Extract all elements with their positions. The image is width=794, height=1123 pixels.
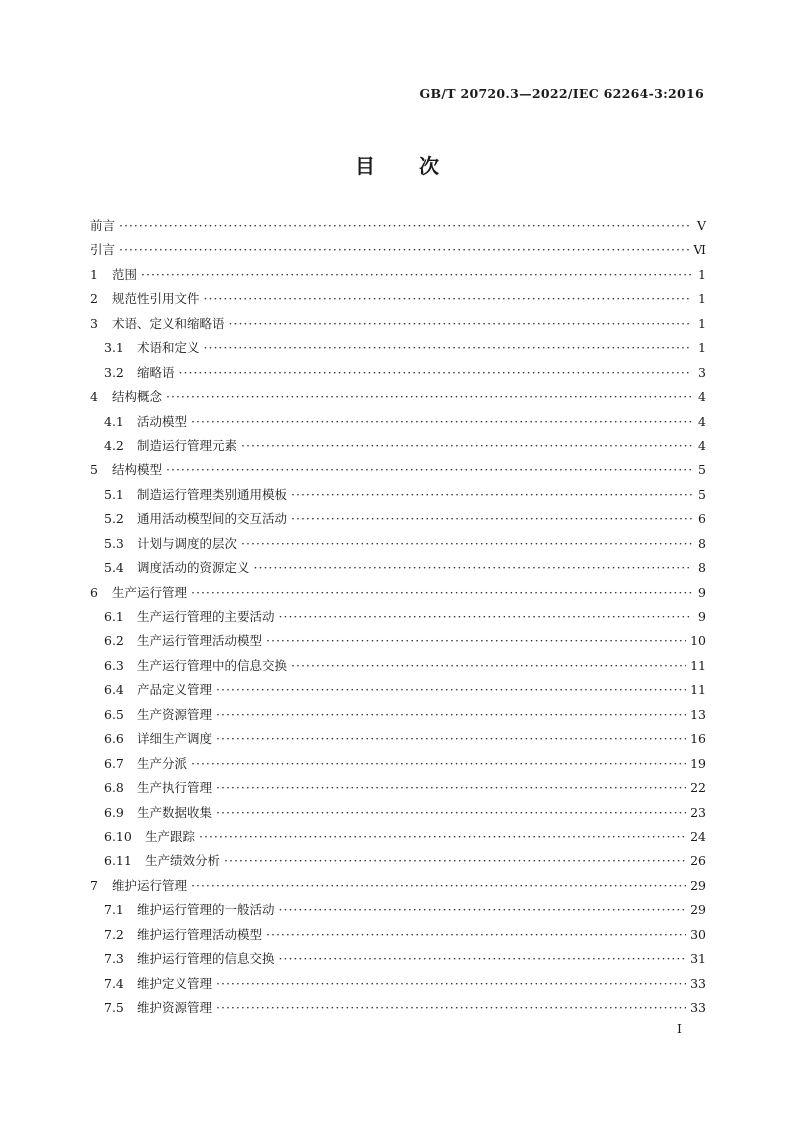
toc-entry-number: 7.5 (104, 1000, 124, 1015)
toc-entry-number: 3.1 (104, 340, 124, 356)
toc-entry[interactable] (90, 483, 706, 507)
toc-entry-page: 5 (698, 462, 706, 478)
toc-entry-label: 术语和定义 (137, 340, 200, 356)
toc-entry[interactable] (90, 361, 706, 385)
toc-entry-page: 19 (690, 755, 706, 771)
toc-entry-label: 生产资源管理 (137, 706, 213, 722)
toc-entry[interactable] (90, 654, 706, 678)
toc-entry-number: 7 (90, 877, 98, 893)
toc-entry-number: 3.2 (104, 364, 124, 380)
toc-entry-number: 6.6 (104, 731, 124, 747)
toc-entry[interactable] (90, 581, 706, 605)
toc-entry-page: 4 (698, 437, 706, 453)
toc-entry-page: Ⅴ (696, 218, 706, 233)
toc-entry-label: 引言 (90, 242, 116, 258)
toc-entry-page: 1 (698, 315, 706, 331)
toc-entry[interactable] (90, 923, 706, 947)
dot-leader (216, 972, 686, 996)
standard-number-header: GB/T 20720.3—2022/IEC 62264-3:2016 (419, 86, 704, 101)
dot-leader (224, 849, 686, 873)
toc-entry-number: 6.2 (104, 633, 124, 649)
dot-leader (216, 703, 686, 727)
toc-entry-page: 30 (690, 926, 706, 942)
toc-entry-number: 2 (90, 291, 98, 307)
toc-entry-label: 结构模型 (112, 462, 163, 478)
dot-leader (216, 727, 686, 751)
toc-entry-number: 4.1 (104, 413, 124, 429)
toc-entry-page: 29 (690, 877, 706, 893)
toc-entry[interactable] (90, 849, 706, 873)
toc-entry-number: 5.1 (104, 486, 124, 502)
toc-entry-page: 29 (690, 902, 706, 918)
toc-entry-label: 生产运行管理活动模型 (137, 633, 263, 649)
dot-leader (191, 874, 686, 898)
toc-entry[interactable] (90, 605, 706, 629)
toc-entry-label: 生产数据收集 (137, 804, 213, 820)
toc-entry-label: 结构概念 (112, 389, 163, 405)
toc-entry-page: 8 (698, 560, 706, 576)
dot-leader (279, 947, 687, 971)
dot-leader (291, 654, 686, 678)
dot-leader (191, 752, 686, 776)
toc-entry-label: 详细生产调度 (137, 731, 213, 747)
dot-leader (166, 385, 692, 409)
dot-leader (191, 410, 692, 434)
toc-entry[interactable] (90, 434, 706, 458)
toc-entry[interactable] (90, 238, 706, 262)
toc-entry[interactable] (90, 556, 706, 580)
dot-leader (266, 923, 686, 947)
toc-entry-number: 5.4 (104, 560, 124, 576)
toc-entry[interactable] (90, 996, 706, 1020)
toc-entry-label: 生产跟踪 (145, 828, 196, 844)
dot-leader (216, 801, 686, 825)
dot-leader (241, 532, 692, 556)
toc-entry[interactable] (90, 507, 706, 531)
toc-entry-page: 11 (690, 682, 706, 698)
toc-entry-page: 33 (690, 975, 706, 991)
toc-entry-label: 生产运行管理的主要活动 (137, 609, 275, 624)
toc-entry[interactable] (90, 898, 706, 922)
table-of-contents (90, 214, 706, 1020)
toc-entry-page: 8 (698, 535, 706, 551)
dot-leader (191, 581, 692, 605)
dot-leader (141, 263, 692, 287)
toc-entry[interactable] (90, 629, 706, 653)
toc-entry-label: 通用活动模型间的交互活动 (137, 511, 288, 527)
toc-entry-number: 5.3 (104, 535, 124, 551)
toc-entry-number: 7.2 (104, 926, 124, 942)
toc-entry-label: 生产执行管理 (137, 780, 213, 796)
toc-entry-label: 范围 (112, 266, 138, 282)
toc-entry-page: 16 (690, 731, 706, 747)
toc-entry-label: 术语、定义和缩略语 (112, 315, 225, 331)
toc-entry-page: 13 (690, 706, 706, 722)
toc-entry-page: 9 (698, 609, 706, 624)
toc-entry-number: 5 (90, 462, 98, 478)
dot-leader (216, 776, 686, 800)
toc-entry-label: 活动模型 (137, 413, 188, 429)
toc-entry[interactable] (90, 972, 706, 996)
dot-leader (204, 336, 692, 360)
toc-entry-page: 10 (690, 633, 706, 649)
dot-leader (279, 605, 692, 629)
toc-entry-number: 6.4 (104, 682, 124, 698)
dot-leader (229, 312, 692, 336)
toc-entry-label: 生产运行管理中的信息交换 (137, 657, 288, 673)
toc-entry-number: 6.9 (104, 804, 124, 820)
toc-entry[interactable] (90, 874, 706, 898)
toc-entry[interactable] (90, 385, 706, 409)
toc-entry-page: Ⅵ (693, 242, 706, 258)
toc-entry-page: 24 (690, 828, 706, 844)
toc-entry-label: 计划与调度的层次 (137, 535, 238, 551)
dot-leader (204, 287, 692, 311)
toc-entry-page: 5 (698, 486, 706, 502)
toc-entry[interactable] (90, 410, 706, 434)
toc-entry-page: 1 (698, 291, 706, 307)
toc-entry-number: 7.3 (104, 951, 124, 967)
toc-entry-number: 6.8 (104, 780, 124, 796)
toc-entry[interactable] (90, 703, 706, 727)
dot-leader (216, 996, 686, 1020)
dot-leader (254, 556, 692, 580)
toc-entry-number: 5.2 (104, 511, 124, 527)
dot-leader (291, 483, 692, 507)
toc-entry-number: 6.3 (104, 657, 124, 673)
toc-entry-label: 维护运行管理的信息交换 (137, 951, 275, 967)
dot-leader (266, 629, 686, 653)
dot-leader (291, 507, 692, 531)
toc-entry-label: 产品定义管理 (137, 682, 213, 698)
toc-entry-label: 制造运行管理类别通用模板 (137, 486, 288, 502)
dot-leader (241, 434, 692, 458)
title-char-2: 次 (419, 154, 439, 178)
toc-entry[interactable] (90, 336, 706, 360)
toc-entry-page: 11 (690, 657, 706, 673)
toc-entry-page: 1 (698, 340, 706, 356)
toc-entry-label: 规范性引用文件 (112, 291, 200, 307)
toc-entry-label: 前言 (90, 218, 116, 233)
toc-entry-number: 6 (90, 584, 98, 600)
dot-leader (279, 898, 687, 922)
toc-entry-page: 4 (698, 389, 706, 405)
toc-entry[interactable] (90, 263, 706, 287)
toc-entry[interactable] (90, 532, 706, 556)
dot-leader (216, 678, 686, 702)
toc-entry-label: 维护运行管理 (112, 877, 188, 893)
toc-entry-label: 生产绩效分析 (145, 853, 221, 869)
toc-entry-page: 33 (690, 1000, 706, 1015)
toc-entry-page: 3 (698, 364, 706, 380)
toc-entry-number: 6.10 (104, 828, 132, 844)
toc-entry-number: 4 (90, 389, 98, 405)
toc-entry[interactable] (90, 312, 706, 336)
toc-entry-label: 生产分派 (137, 755, 188, 771)
toc-entry-page: 9 (698, 584, 706, 600)
page-number: I (677, 1021, 682, 1036)
toc-entry-page: 6 (698, 511, 706, 527)
toc-entry-label: 维护运行管理的一般活动 (137, 902, 275, 918)
toc-entry[interactable] (90, 727, 706, 751)
toc-entry-page: 4 (698, 413, 706, 429)
toc-entry-label: 调度活动的资源定义 (137, 560, 250, 576)
toc-entry-page: 22 (690, 780, 706, 796)
toc-entry-label: 维护定义管理 (137, 975, 213, 991)
title-char-1: 目 (355, 154, 375, 178)
toc-entry-number: 6.5 (104, 706, 124, 722)
toc-entry-label: 维护资源管理 (137, 1000, 213, 1015)
toc-entry-number: 6.7 (104, 755, 124, 771)
dot-leader (119, 214, 692, 238)
toc-entry-number: 7.4 (104, 975, 124, 991)
dot-leader (166, 458, 692, 482)
toc-entry[interactable] (90, 458, 706, 482)
toc-entry[interactable] (90, 678, 706, 702)
toc-entry-page: 31 (690, 951, 706, 967)
toc-entry-label: 缩略语 (137, 364, 175, 380)
toc-entry-label: 制造运行管理元素 (137, 437, 238, 453)
dot-leader (199, 825, 686, 849)
dot-leader (179, 361, 692, 385)
toc-entry[interactable] (90, 801, 706, 825)
toc-entry[interactable] (90, 776, 706, 800)
toc-entry-page: 1 (698, 266, 706, 282)
page-title (0, 150, 794, 179)
toc-entry[interactable] (90, 752, 706, 776)
toc-entry-number: 1 (90, 266, 98, 282)
toc-entry-page: 26 (690, 853, 706, 869)
toc-entry[interactable] (90, 214, 706, 238)
toc-entry-number: 4.2 (104, 437, 124, 453)
toc-entry-number: 3 (90, 315, 98, 331)
toc-entry[interactable] (90, 947, 706, 971)
toc-entry[interactable] (90, 825, 706, 849)
toc-entry-page: 23 (690, 804, 706, 820)
dot-leader (119, 238, 689, 262)
toc-entry-label: 生产运行管理 (112, 584, 188, 600)
toc-entry-number: 7.1 (104, 902, 124, 918)
toc-entry-number: 6.1 (104, 609, 124, 624)
toc-entry-label: 维护运行管理活动模型 (137, 926, 263, 942)
toc-entry-number: 6.11 (104, 853, 132, 869)
toc-entry[interactable] (90, 287, 706, 311)
